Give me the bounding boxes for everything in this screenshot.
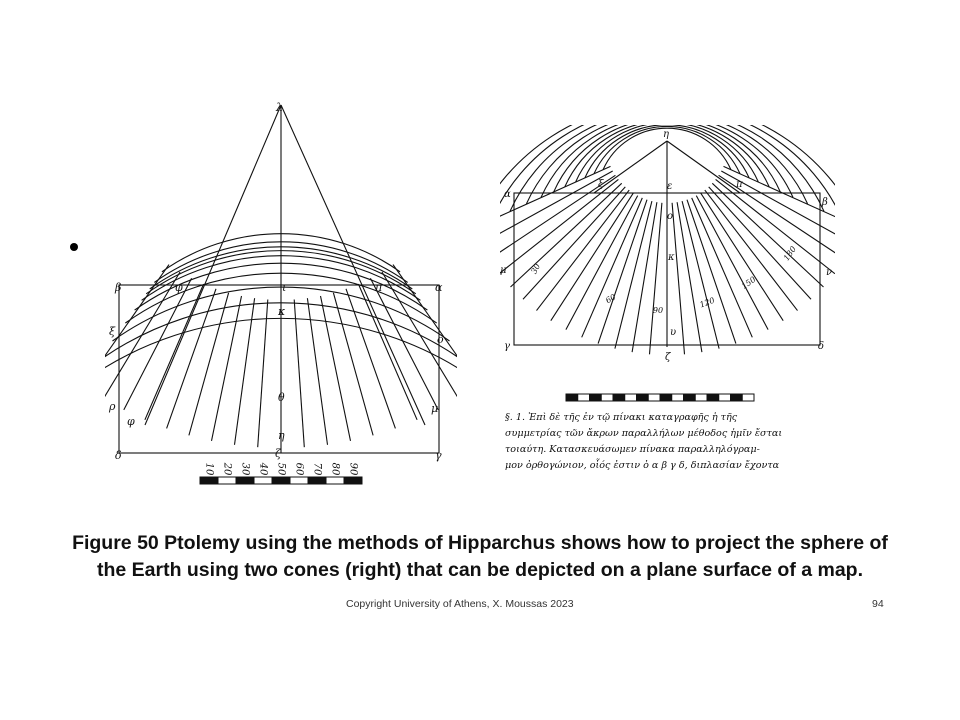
longitude-number: 120 xyxy=(698,295,716,310)
greek-text-excerpt xyxy=(505,410,845,474)
label-zeta: ζ xyxy=(275,447,281,460)
caption-line: the Earth using two cones (right) that can be depicted on a plane surface of a map. xyxy=(96,559,864,581)
scale-bar-segment xyxy=(637,394,649,401)
scale-bar-segment xyxy=(707,394,719,401)
longitude-number: 30 xyxy=(529,262,543,276)
scale-number: 20 xyxy=(221,462,233,476)
meridian-line xyxy=(677,202,702,352)
scale-bar-segment xyxy=(590,394,602,401)
meridian-line xyxy=(650,203,662,354)
scale-bar-segment xyxy=(731,394,743,401)
label-mu: μ xyxy=(431,402,439,415)
meridian-line xyxy=(566,196,638,330)
label-beta: β xyxy=(115,281,122,294)
meridian-line xyxy=(212,296,242,441)
meridian-line xyxy=(724,166,836,228)
scale-number: 10 xyxy=(203,462,215,476)
label-epsilon: ε xyxy=(667,181,673,192)
scale-number: 30 xyxy=(239,462,251,476)
meridian-line xyxy=(582,198,643,337)
meridian-line xyxy=(346,289,395,429)
label-upsilon: υ xyxy=(670,327,677,338)
label-alpha-right: α xyxy=(504,189,511,200)
label-kappa: κ xyxy=(278,305,286,318)
longitude-number: 60 xyxy=(604,292,618,306)
page-number: 94 xyxy=(872,598,884,610)
label-pi-right: π xyxy=(736,179,743,190)
scale-bar-segment xyxy=(200,477,218,484)
label-mu-right: μ xyxy=(500,265,507,276)
ptolemy-first-projection-diagram xyxy=(105,95,457,490)
longitude-number: 90 xyxy=(652,306,664,315)
greek-line: μον ὀρθογώνιον, οἷός ἐστιν ὁ α β γ δ, διπλασίαν ἔχοντα xyxy=(505,460,780,471)
scale-bar-segment xyxy=(344,477,362,484)
scale-number: 90 xyxy=(347,462,359,476)
scale-number: 70 xyxy=(311,462,323,476)
scale-bar-segment xyxy=(272,477,290,484)
label-kappa-right: κ xyxy=(668,252,675,263)
scale-bar-segment xyxy=(566,394,578,401)
meridian-line xyxy=(632,202,657,352)
label-omicron-right: ο xyxy=(667,211,674,222)
meridian-line xyxy=(615,201,652,349)
scale-number: 80 xyxy=(329,462,341,476)
label-omicron: ο xyxy=(437,333,444,346)
longitude-number: 150 xyxy=(739,274,758,292)
scale-bar-segment xyxy=(613,394,625,401)
label-theta: θ xyxy=(278,391,285,404)
caption-line: Figure 50 Ptolemy using the methods of Hipparchus shows how to project the sphere of xyxy=(72,532,888,554)
meridian-line xyxy=(189,293,229,436)
label-xi: ξ xyxy=(109,325,116,338)
label-pi: π xyxy=(375,281,383,294)
figure-caption xyxy=(0,530,960,584)
greek-line: τοιαύτη. Κατασκευάσωμεν πίνακα παραλληλόγραμ- xyxy=(505,444,760,455)
label-rho: ρ xyxy=(109,400,116,413)
bullet-point xyxy=(70,243,78,251)
scale-number: 40 xyxy=(257,462,269,476)
meridian-line xyxy=(333,293,373,436)
copyright-notice: Copyright University of Athens, X. Moussas 2023 xyxy=(346,598,574,610)
meridian-line xyxy=(321,296,351,441)
label-alpha: α xyxy=(435,281,443,294)
meridian-line xyxy=(682,201,719,349)
scale-bar xyxy=(565,392,755,404)
meridian-line xyxy=(167,289,216,429)
meridian-line xyxy=(294,300,304,448)
label-xi-right: ξ xyxy=(598,179,604,190)
label-delta: δ xyxy=(115,449,122,462)
label-gamma: γ xyxy=(435,449,442,462)
scale-number: 50 xyxy=(275,462,287,476)
label-beta-right: β xyxy=(822,197,828,208)
label-delta-right: δ xyxy=(818,341,825,352)
ptolemy-second-projection-diagram xyxy=(500,125,835,365)
label-eta-top: η xyxy=(663,129,669,140)
scale-bar-segment xyxy=(684,394,696,401)
label-eta: η xyxy=(278,429,285,442)
meridian-line xyxy=(551,193,634,321)
meridian-line xyxy=(692,198,753,337)
scale-number: 60 xyxy=(293,462,305,476)
meridian-line xyxy=(258,300,268,448)
meridian-line xyxy=(696,196,768,330)
cone-line-right xyxy=(281,105,425,425)
label-lambda: λ xyxy=(276,101,283,114)
scale-bar-segment xyxy=(660,394,672,401)
scale-bar-segment xyxy=(308,477,326,484)
label-iota: ι xyxy=(282,281,287,294)
greek-line: συμμετρίας τῶν ἄκρων παραλλήλων μέθοδος ἡμῖν ἔσται xyxy=(505,428,783,439)
label-gamma-right: γ xyxy=(504,341,510,352)
label-zeta-right: ζ xyxy=(665,352,671,363)
scale-bar-segment xyxy=(236,477,254,484)
label-phi-lower: φ xyxy=(127,415,135,428)
label-phi-upper: φ xyxy=(175,281,183,294)
greek-line: §. 1. Ἐπὶ δὲ τῆς ἐν τῷ πίνακι καταγραφῆς ἡ τῆς xyxy=(505,412,738,423)
longitude-number: 180 xyxy=(781,244,799,263)
label-nu-right: ν xyxy=(826,267,833,278)
